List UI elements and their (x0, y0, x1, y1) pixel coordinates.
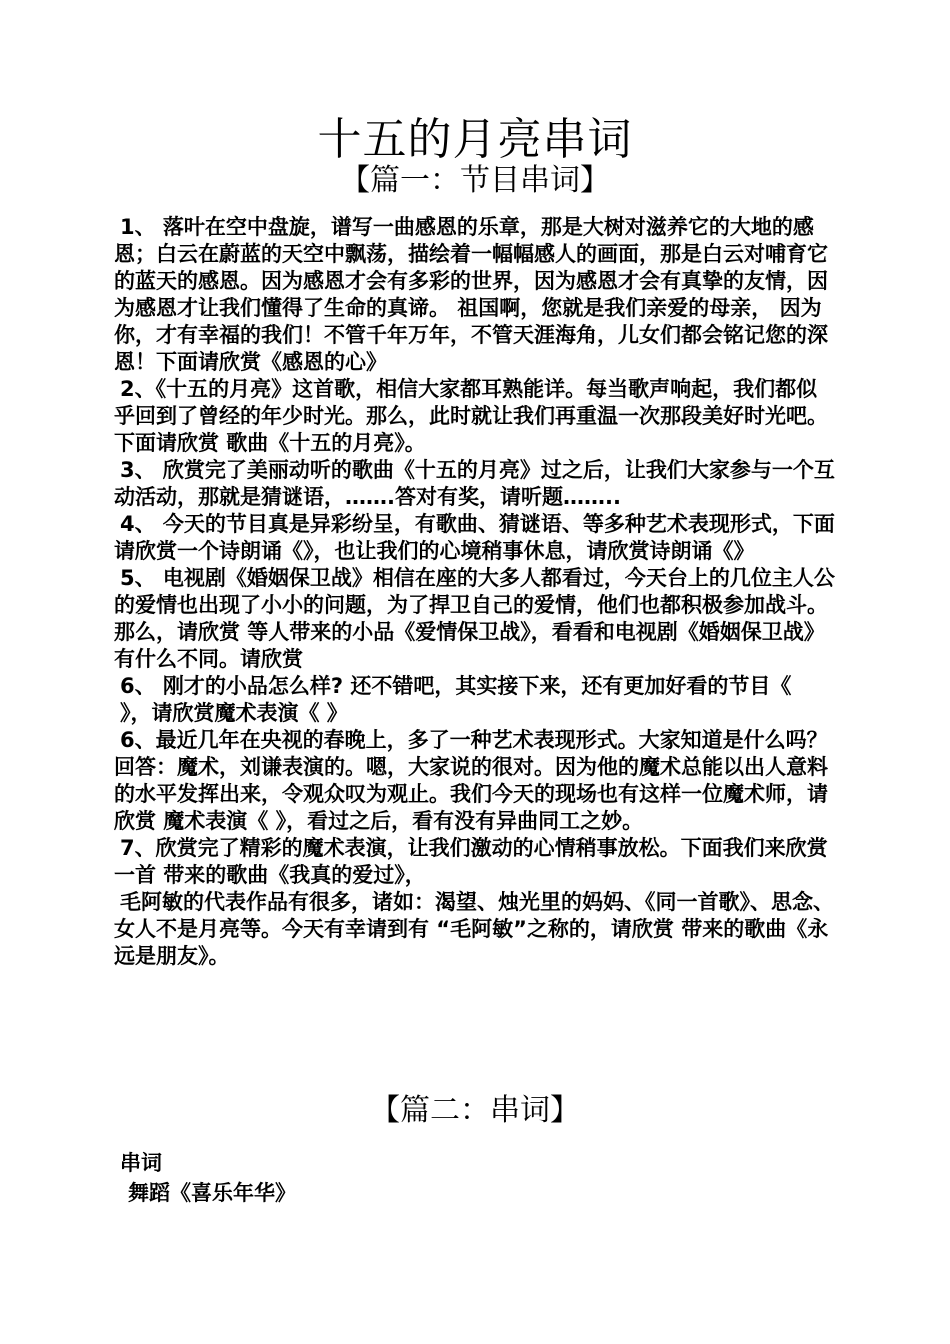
paragraph-8: 7、欣赏完了精彩的魔术表演，让我们激动的心情稍事放松。下面我们来欣赏一首 带来的歌曲《我真的爱过》， (114, 836, 828, 887)
paragraph-6-cont: 》，请欣赏魔术表演《 》 (120, 701, 348, 725)
section1-body (114, 214, 838, 970)
paragraph-5: 5、 电视剧《婚姻保卫战》相信在座的大多人都看过，今天台上的几位主人公的爱情也出现了小小的问题，为了捍卫自己的爱情，他们也都积极参加战斗。那么，请欣赏 等人带来的小品《爱情保卫战》，看看和电视剧《婚姻保卫战》有什么不同。请欣赏 (114, 566, 835, 671)
paragraph-4: 4、 今天的节目真是异彩纷呈，有歌曲、猜谜语、等多种艺术表现形式，下面请欣赏一个诗朗诵《》，也让我们的心境稍事休息，请欣赏诗朗诵《》 (114, 512, 835, 563)
paragraph-3: 3、 欣赏完了美丽动听的歌曲《十五的月亮》过之后，让我们大家参与一个互动活动，那就是猜谜语，…….答对有奖，请听题…….. (114, 458, 835, 509)
section2-item-1: 串词 (120, 1151, 162, 1175)
paragraph-7: 6、最近几年在央视的春晚上，多了一种艺术表现形式。大家知道是什么吗？回答：魔术，刘谦表演的。嗯，大家说的很对。因为他的魔术总能以出人意料的水平发挥出来，令观众叹为观止。我们今天的现场也有这样一位魔术师，请欣赏 魔术表演《 》，看过之后，看有没有异曲同工之妙。 (114, 728, 828, 833)
section2-body (120, 1148, 820, 1208)
paragraph-1: 1、 落叶在空中盘旋，谱写一曲感恩的乐章，那是大树对滋养它的大地的感恩；白云在蔚蓝的天空中飘荡，描绘着一幅幅感人的画面，那是白云对哺育它的蓝天的感恩。因为感恩才会有多彩的世界，因为感恩才会有真挚的友情，因为感恩才让我们懂得了生命的真谛。 祖国啊，您就是我们亲爱的母亲， 因为你，才有幸福的我们！不管千年万年，不管天涯海角，儿女们都会铭记您的深恩！下面请欣赏《感恩的心》 (114, 215, 828, 374)
paragraph-6: 6、 刚才的小品怎么样? 还不错吧，其实接下来，还有更加好看的节目《 (120, 674, 792, 698)
section1-heading: 【篇一：节目串词】 (340, 163, 610, 198)
paragraph-2: 2、《十五的月亮》这首歌，相信大家都耳熟能详。每当歌声响起，我们都似乎回到了曾经的年少时光。那么，此时就让我们再重温一次那段美好时光吧。下面请欣赏 歌曲《十五的月亮》。 (114, 377, 828, 455)
section2-heading: 【篇二：串词】 (370, 1093, 580, 1128)
paragraph-9: 毛阿敏的代表作品有很多，诸如：渴望、烛光里的妈妈、《同一首歌》、思念、女人不是月亮等。今天有幸请到有 “毛阿敏”之称的，请欣赏 带来的歌曲《永远是朋友》。 (114, 890, 834, 968)
document-title: 十五的月亮串词 (317, 114, 633, 165)
section2-item-2: 舞蹈《喜乐年华》 (128, 1181, 296, 1205)
